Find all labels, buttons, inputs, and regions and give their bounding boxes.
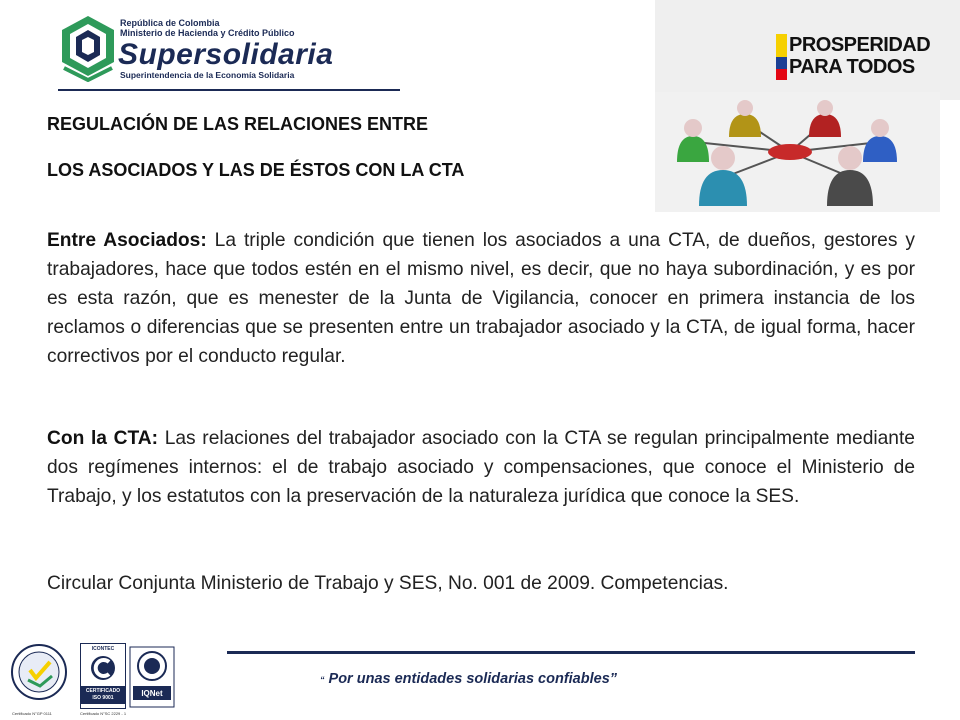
iqnet-seal-icon xyxy=(129,646,175,708)
logo-subtitle: Superintendencia de la Economía Solidaria xyxy=(120,70,295,80)
paragraph-label: Con la CTA: xyxy=(47,428,159,449)
colombia-quality-seal-icon xyxy=(10,640,68,708)
slogan-open-quote: “ xyxy=(320,675,325,685)
prosperidad-line2: PARA TODOS xyxy=(789,56,915,78)
paragraph-con-la-cta xyxy=(47,424,915,511)
slogan-close-quote: ” xyxy=(609,671,618,687)
supersolidaria-logo xyxy=(58,12,358,84)
logo-line-ministerio: Ministerio de Hacienda y Crédito Público xyxy=(120,28,295,38)
paragraph-text: Las relaciones del trabajador asociado con la CTA se regulan principalmente mediante dos regímenes internos: el de trabajo asociado y compensaciones, que conoce el Ministerio de Trabajo, y los estatutos con la preservación de la naturaleza jurídica que conoce la SES. xyxy=(47,428,915,507)
iso-number: ISO 9001 xyxy=(92,695,114,701)
paragraph-entre-asociados xyxy=(47,226,915,371)
prosperidad-line1: PROSPERIDAD xyxy=(789,34,931,56)
prosperidad-logo xyxy=(776,34,942,80)
logo-line-republica: República de Colombia xyxy=(120,18,220,28)
cert-number-2: Certificado N°SC 2229 - 1 xyxy=(80,711,127,716)
circular-reference: Circular Conjunta Ministerio de Trabajo y SES, No. 001 de 2009. Competencias. xyxy=(47,573,729,594)
iso-label: CERTIFICADO xyxy=(85,688,121,694)
paragraph-text: La triple condición que tienen los asociados a una CTA, de dueños, gestores y trabajadores, hace que todos estén en el mismo nivel, es decir, que no haya subordinación, y es por es esta razón, que es menester de la Junta de Vigilancia, conocer en primera instancia de los reclamos o diferencias que se presenten entre un trabajador asociado y la CTA, de igual forma, hacer correctivos por el conducto regular. xyxy=(47,230,915,367)
people-network-illustration xyxy=(655,92,940,212)
footer-divider xyxy=(227,651,915,654)
iqnet-label: IQNet xyxy=(141,689,163,698)
title-line-2: LOS ASOCIADOS Y LAS DE ÉSTOS CON LA CTA xyxy=(47,160,465,180)
header-divider xyxy=(58,89,400,91)
colombia-flag-icon xyxy=(776,34,787,80)
supersolidaria-emblem-icon xyxy=(58,12,118,82)
footer-slogan xyxy=(320,671,617,687)
prosperidad-text xyxy=(789,34,930,78)
icontec-label: ICONTEC xyxy=(91,646,115,652)
title-line-1: REGULACIÓN DE LAS RELACIONES ENTRE xyxy=(47,114,429,134)
logo-brand: Supersolidaria xyxy=(118,38,334,71)
icontec-c-icon xyxy=(89,654,117,682)
icontec-seal xyxy=(80,643,126,709)
cert-number-1: Certificado N°GP 0111 xyxy=(12,711,52,716)
paragraph-label: Entre Asociados: xyxy=(47,230,207,251)
slogan-text: Por unas entidades solidarias confiables xyxy=(328,671,610,687)
